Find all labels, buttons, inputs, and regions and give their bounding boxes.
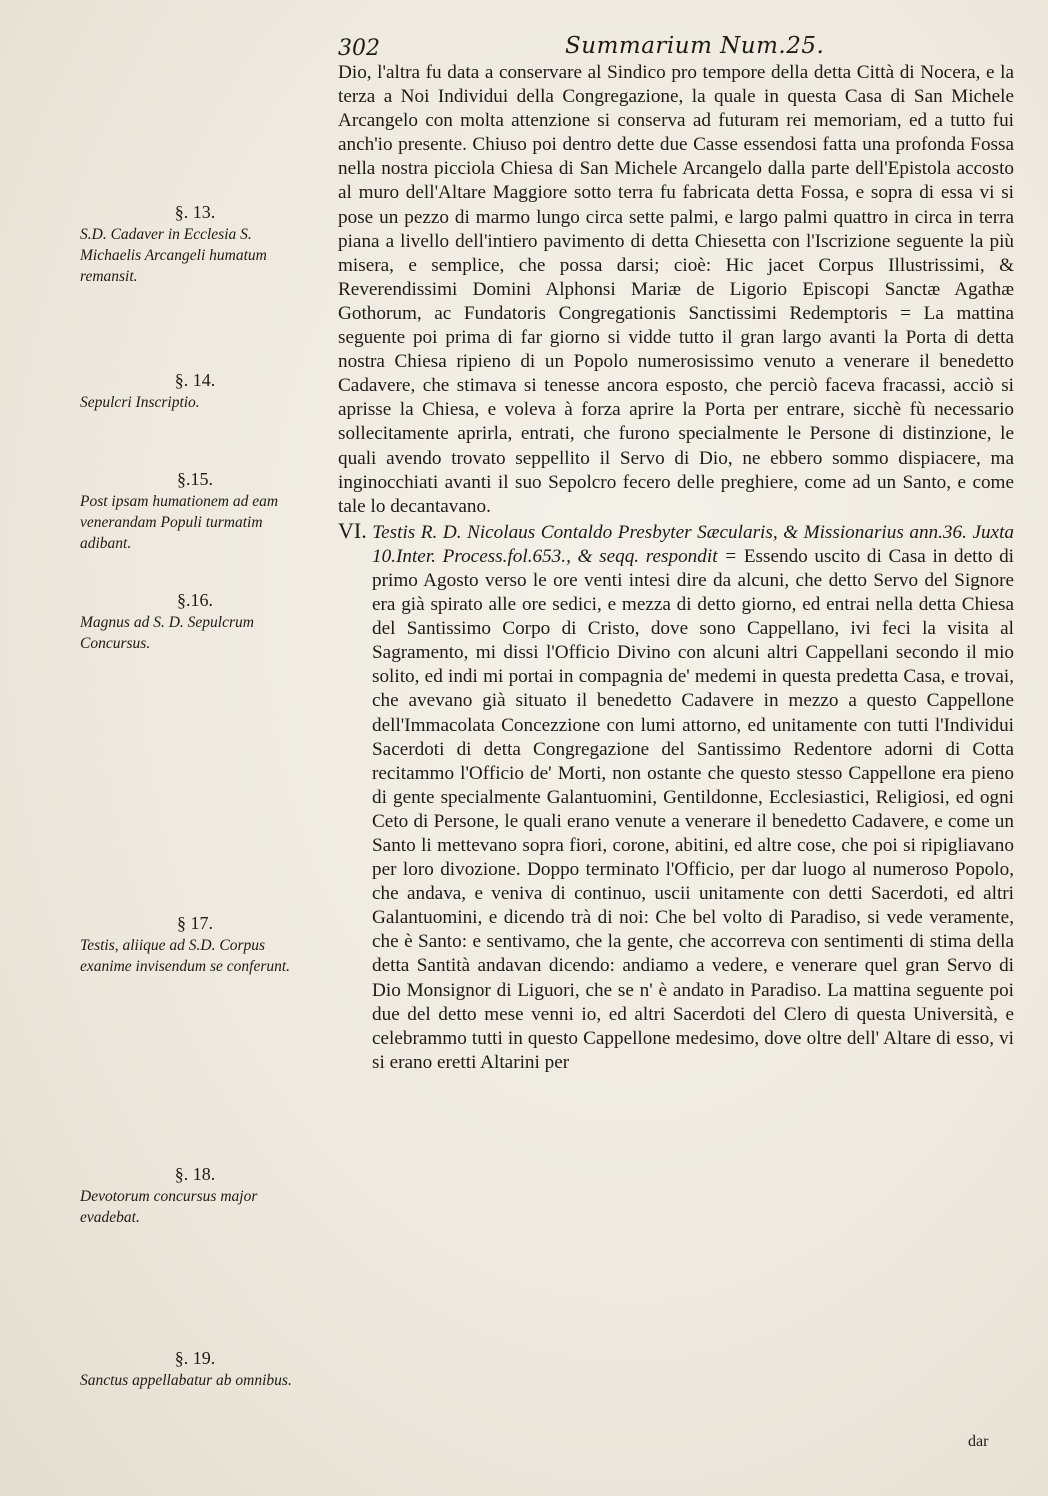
margin-note-15	[80, 467, 310, 554]
margin-note-section: § 17.	[177, 913, 213, 933]
margin-note-17	[80, 911, 310, 977]
testis-number: VI.	[338, 517, 367, 543]
margin-note-text: Post ipsam humationem ad eam venerandam Populi turmatim adibant.	[80, 493, 279, 552]
margin-note-text: S.D. Cadaver in Ecclesia S. Michaelis Arcangeli humatum remansit.	[80, 226, 267, 285]
margin-note-13	[80, 200, 310, 287]
margin-note-section: §.15.	[177, 469, 213, 489]
testimony-paragraph	[338, 519, 1014, 1075]
margin-note-19	[80, 1346, 310, 1391]
margin-note-section: §. 19.	[174, 1348, 216, 1368]
margin-note-16	[80, 588, 310, 654]
margin-note-text: Magnus ad S. D. Sepulcrum Concursus.	[80, 614, 254, 652]
body-paragraph: Dio, l'altra fu data a conservare al Sindico pro tempore della detta Città di Nocera, e la terza a Noi Individui della Congregazione, la quale in questa Casa di San Michele Arcangelo con molta attenzione si conserva ad futuram rei memoriam, ed a tutto fui anch'io presente. Chiuso poi dentro dette due Casse essendosi fatta una profonda Fossa nella nostra picciola Chiesa di San Michele Arcangelo dalla parte dell'Epistola accosto al muro dell'Altare Maggiore sotto terra fu fabricata detta Fossa, e sopra di essa vi si pose un pezzo di marmo lungo circa sette palmi, e largo palmi quattro in circa in terra piana a livello dell'intiero pavimento di detta Chiesetta con l'Iscrizione seguente la più misera, e semplice, che possa darsi; cioè: Hic jacet Corpus Illustrissimi, & Reverendissimi Domini Alphonsi Mariæ de Ligorio Episcopi Sanctæ Agathæ Gothorum, ac Fundatoris Congregationis Sanctissimi Redemptoris = La mattina seguente poi prima di far giorno si vidde tutto il gran largo avanti la Porta di detta nostra Chiesa ripieno di un Popolo numerosissimo venuto a venerare il benedetto Cadavere, che stimava si tenesse ancora esposto, che perciò faceva fracassi, acciò si aprisse la Chiesa, e voleva à forza aprire la Porta per entrare, sicchè fù necessario sollecitamente aprirla, entrati, che furono specialmente le Persone di distinzione, le quali avendo trovato seppellito il Servo di Dio, ne ebbero sommo dispiacere, ma inginocchiati avanti il suo Sepolcro fecero delle preghiere, come ad un Santo, e come tale lo decantavano.	[338, 62, 1014, 517]
margin-note-text: Devotorum concursus major evadebat.	[80, 1188, 258, 1226]
catchword: dar	[968, 1433, 989, 1450]
margin-note-section: §. 13.	[174, 202, 216, 222]
testis-heading: Testis R. D. Nicolaus Contaldo Presbyter Sæcularis, & Missionarius ann.36. Juxta 10.Inter. Process.fol.653., & seqq. respondit =	[372, 521, 1014, 567]
margin-note-section: §.16.	[177, 590, 213, 610]
margin-note-14	[80, 368, 310, 413]
main-text-column	[338, 61, 1014, 1075]
margin-note-18	[80, 1162, 310, 1228]
margin-note-section: §. 18.	[174, 1164, 216, 1184]
running-head: Summarium Num.25.	[565, 33, 825, 59]
margin-note-text: Testis, aliique ad S.D. Corpus exanime invisendum se conferunt.	[80, 937, 291, 975]
margin-note-section: §. 14.	[174, 370, 216, 390]
margin-note-text: Sanctus appellabatur ab omnibus.	[80, 1372, 292, 1389]
margin-note-text: Sepulcri Inscriptio.	[80, 394, 200, 411]
page-number: 302	[338, 36, 380, 61]
testis-text: Essendo uscito di Casa in detto di primo Agosto verso le ore venti intesi dire da alcuni, che detto Servo del Signore era già spirato alle ore sedici, e mezza di detto giorno, ed entrai nella detta Chiesa del Santissimo Corpo di Cristo, dove sono Cappellano, ivi feci la visita al Sagramento, mi dissi l'Officio Divino con alcuni altri Cappellani secondo il mio solito, ed indi mi portai in compagnia de' medemi in questa predetta Casa, e trovai, che avevano già situato il benedetto Cadavere in mezzo a questo Cappellone dell'Immacolata Concezzione con lumi attorno, ed unitamente con tutti l'Individui Sacerdoti di detta Congregazione del Santissimo Redentore adorni di Cotta recitammo l'Officio de' Morti, non ostante che questo stesso Cappellone era pieno di gente specialmente Galantuomini, Gentildonne, Ecclesiastici, Religiosi, ed ogni Ceto di Persone, le quali erano venute a venerare il benedetto Cadavere, e come un Santo li mettevano sopra fiori, corone, abitini, ed altre cose, che poi si ripigliavano per loro divozione. Doppo terminato l'Officio, per dar luogo al numeroso Popolo, che andava, e veniva di continuo, uscii unitamente con detti Sacerdoti, ed altri Galantuomini, e dicendo trà di noi: Che bel volto di Paradiso, si vede veramente, che è Santo: e sentivamo, che la gente, che accorreva con sentimenti di stima della detta Santità andavan dicendo: andiamo a vedere, e venerare quel gran Servo di Dio Monsignor di Liguori, che se n' è andato in Paradiso. La mattina seguente poi due del detto mese venni io, ed altri Sacerdoti del Clero di questa Università, e celebrammo tutti in questo Cappellone medesimo, dove oltre dell' Altare di esso, vi si erano eretti Altarini per	[372, 545, 1015, 1073]
